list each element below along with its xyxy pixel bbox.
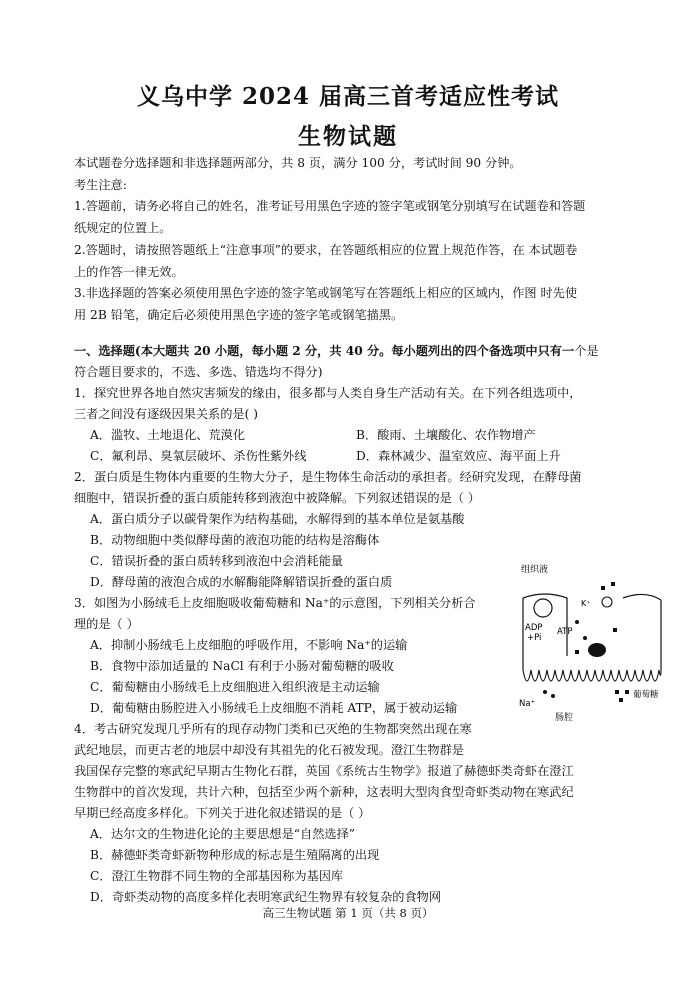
q4-stem-3: 我国保存完整的寒武纪早期古生物化石群，英国《系统古生物学》报道了赫德虾类奇虾在澄江 — [74, 764, 574, 778]
figure-label-atp: ATP — [557, 627, 573, 637]
q3-stem: 3．如图为小肠绒毛上皮细胞吸收葡萄糖和 Na⁺的示意图，下列相关分析合 — [74, 596, 476, 610]
q3-stem-cont: 理的是（ ） — [74, 617, 139, 631]
q1-option-b: B．酸雨、土壤酸化、农作物增产 — [356, 428, 536, 442]
q4-option-a: A．达尔文的生物进化论的主要思想是“自然选择” — [90, 827, 356, 841]
figure-label-tissue-fluid: 组织液 — [521, 565, 549, 575]
figure-label-pi: +Pi — [527, 633, 542, 643]
na-ion — [575, 620, 579, 624]
q1-stem-cont: 三者之间没有逐级因果关系的是( ) — [74, 407, 259, 421]
figure-label-adp: ADP — [525, 623, 543, 633]
section-heading-cont: 符合题目要求的，不选、多选、错选均不得分) — [74, 365, 323, 379]
q2-stem-cont: 细胞中，错误折叠的蛋白质能转移到液泡中被降解。下列叙述错误的是（ ） — [74, 491, 481, 505]
section-heading — [74, 342, 599, 360]
atp-pump — [534, 599, 552, 617]
na-ion — [543, 690, 547, 694]
q4-option-b: B．赫德虾类奇虾新物种形成的标志是生殖隔离的出现 — [90, 848, 380, 862]
glucose-molecule — [601, 586, 605, 590]
glucose-molecule — [611, 582, 615, 586]
glucose-molecule — [619, 698, 623, 702]
q3-option-c: C．葡萄糖由小肠绒毛上皮细胞进入组织液是主动运输 — [90, 680, 380, 694]
glucose-molecule — [625, 690, 629, 694]
page-footer: 高三生物试题 第 1 页（共 8 页） — [262, 906, 434, 920]
notice-3-cont: 用 2B 铅笔，确定后必须使用黑色字迹的签字笔或钢笔描黑。 — [74, 308, 404, 322]
q4-stem: 4．考古研究发现几乎所有的现存动物门类和已灭绝的生物都突然出现在寒 — [74, 722, 472, 736]
q1-stem: 1．探究世界各地自然灾害频发的缘由，很多都与人类自身生产活动有关。在下列各组选项中， — [74, 386, 582, 400]
notice-2-cont: 上的作答一律无效。 — [74, 265, 184, 279]
notice-1: 1.答题前，请务必将自己的姓名，准考证号用黑色字迹的签字笔或钢笔分别填写在试题卷和答题 — [74, 199, 586, 213]
cell-nucleus — [588, 643, 606, 657]
q4-stem-5: 早期已经高度多样化。下列关于进化叙述错误的是（ ） — [74, 806, 371, 820]
q2-stem: 2．蛋白质是生物体内重要的生物大分子，是生物体生命活动的承担者。经研究发现，在酵母菌 — [74, 470, 582, 484]
q1-option-c: C．氟利昂、臭氧层破坏、杀伤性紫外线 — [90, 449, 307, 463]
q2-option-a: A．蛋白质分子以碳骨架作为结构基础，水解得到的基本单位是氨基酸 — [90, 512, 465, 526]
q1-option-d: D．森林减少、温室效应、海平面上升 — [356, 449, 561, 463]
notice-3: 3.非选择题的答案必须使用黑色字迹的签字笔或钢笔写在答题纸上相应的区域内，作图 时先使 — [74, 286, 578, 300]
figure-label-glucose: 葡萄糖 — [633, 690, 659, 700]
q2-option-b: B．动物细胞中类似酵母菌的液泡功能的结构是溶酶体 — [90, 533, 380, 547]
section-heading-tail: 个是 — [574, 344, 599, 358]
subject-title: 生物试题 — [298, 123, 398, 150]
figure-label-lumen: 肠腔 — [555, 713, 574, 723]
glucose-carrier-top — [602, 597, 612, 607]
figure-label-na: Na⁺ — [519, 699, 536, 709]
q1-option-a: A．滥牧、土地退化、荒漠化 — [90, 428, 246, 442]
glucose-molecule — [615, 690, 619, 694]
q4-option-d: D．奇虾类动物的高度多样化表明寒武纪生物界有较复杂的食物网 — [90, 890, 442, 904]
microvilli — [523, 670, 661, 681]
q3-option-a: A．抑制小肠绒毛上皮细胞的呼吸作用，不影响 Na⁺的运输 — [90, 638, 408, 652]
glucose-molecule — [613, 628, 617, 632]
na-ion — [551, 694, 555, 698]
glucose-molecule — [575, 650, 579, 654]
exam-title: 义乌中学 2024 届高三首考适应性考试 — [136, 83, 560, 110]
q4-option-c: C．澄江生物群不同生物的全部基因称为基因库 — [90, 869, 344, 883]
cell-transport-figure — [515, 560, 665, 725]
notice-heading: 考生注意: — [74, 178, 127, 192]
q3-option-d: D．葡萄糖由肠腔进入小肠绒毛上皮细胞不消耗 ATP，属于被动运输 — [90, 701, 458, 715]
q4-stem-2: 武纪地层，而更古老的地层中却没有其祖先的化石被发现。澄江生物群是 — [74, 743, 464, 757]
q2-option-d: D．酵母菌的液泡合成的水解酶能降解错误折叠的蛋白质 — [90, 575, 393, 589]
notice-2: 2.答题时，请按照答题纸上“注意事项”的要求，在答题纸相应的位置上规范作答，在 本试题卷 — [74, 243, 578, 257]
q4-stem-4: 生物群中的首次发现，共计六种，包括至少两个新种，这表明大型肉食型奇虾类动物在寒武纪 — [74, 785, 574, 799]
intro-line: 本试题卷分选择题和非选择题两部分，共 8 页，满分 100 分，考试时间 90 分钟。 — [74, 156, 522, 170]
q3-option-b: B．食物中添加适量的 NaCl 有利于小肠对葡萄糖的吸收 — [90, 659, 394, 673]
na-ion — [583, 636, 587, 640]
q2-option-c: C．错误折叠的蛋白质转移到液泡中会消耗能量 — [90, 554, 344, 568]
notice-1-cont: 纸规定的位置上。 — [74, 221, 172, 235]
section-heading-bold: 一、选择题(本大题共 20 小题，每小题 2 分，共 40 分。每小题列出的四个备选项中只有一 — [74, 344, 575, 358]
figure-label-k: K⁺ — [581, 599, 591, 608]
